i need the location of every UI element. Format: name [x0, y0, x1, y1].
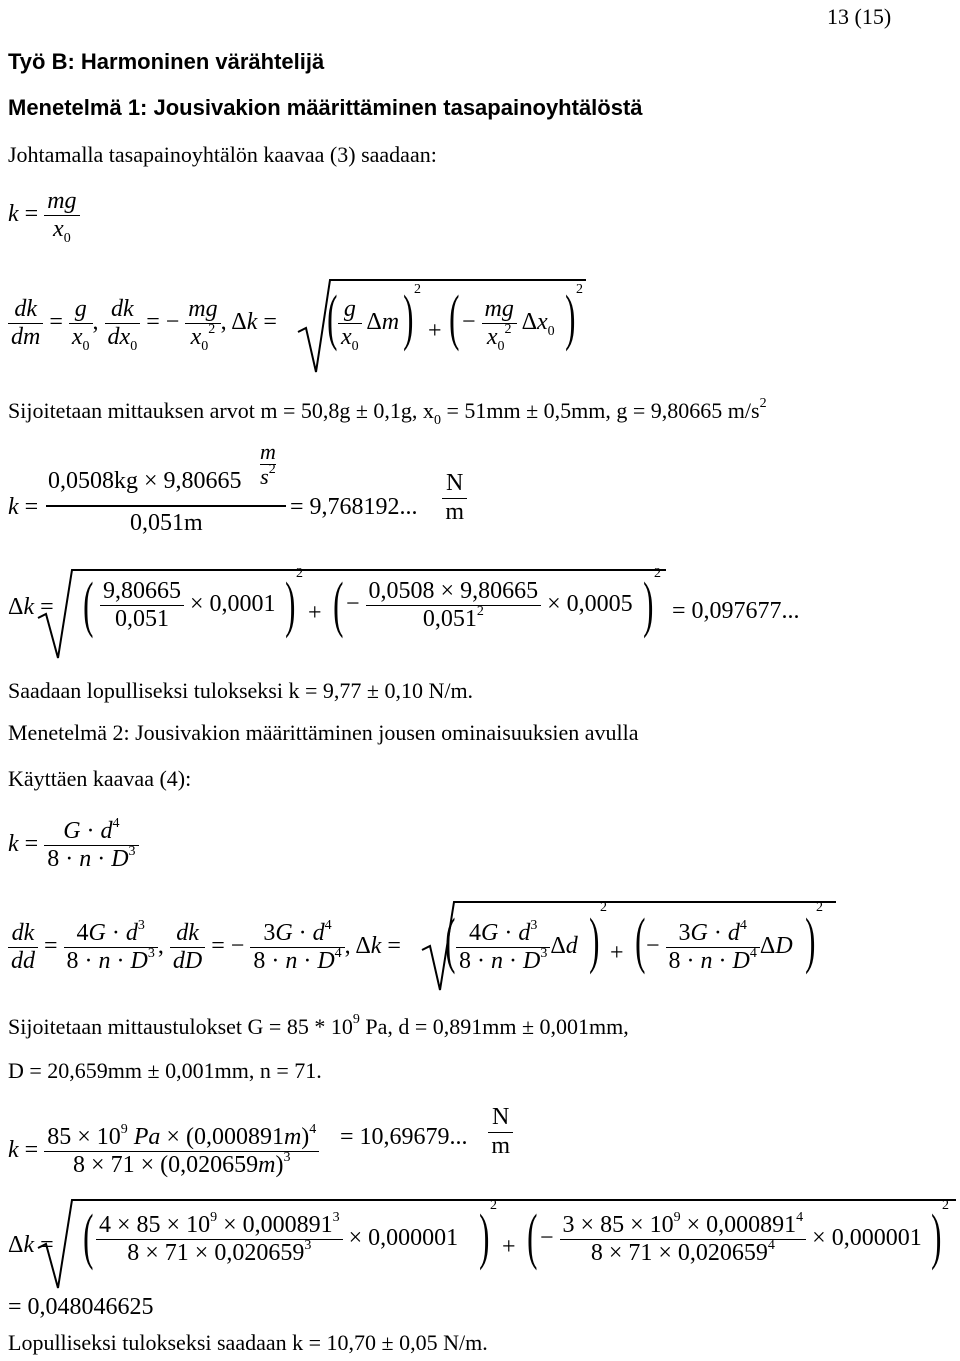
unit-n-per-m: N m — [442, 470, 467, 526]
dk2-symbol: Δk = — [8, 1232, 54, 1258]
formula-derivatives-m1: $\frac{dk}{dm}$ = $\frac{g}{x_0}$ , $\frac{dk}{dx_0}$ = − $\frac{mg}{x_0^2}$ , Δk = — [8, 296, 277, 351]
formula-dk-m1-terms: $\frac{g}{x_0}$ Δm — [338, 296, 399, 351]
page-number: 13 (15) — [827, 4, 892, 29]
k1-numerator: 0,0508kg × 9,80665 — [48, 468, 242, 494]
paren: ) — [805, 907, 816, 975]
paren: ( — [333, 571, 344, 639]
paren: ) — [589, 907, 600, 975]
method2-intro: Käyttäen kaavaa (4): — [8, 766, 192, 791]
unit-m-per-s2: m $s^2$ — [260, 439, 276, 490]
paren: ) — [285, 571, 296, 639]
formula-derivatives-m2: $\frac{dk}{dd}$ = $\frac{4G \cdot d^3}{8 \cdot n \cdot D^3}$ , $\frac{dk}{dD}$ = − $\frac{3G \cdot d^4}{8 \cdot n \cdot D^4}$ , Δk = — [8, 920, 401, 975]
method2-values-line2: D = 20,659mm ± 0,001mm, n = 71. — [8, 1058, 322, 1083]
paren: ( — [83, 1203, 94, 1271]
formula-dk-m1-terms2: − $\frac{mg}{x_0^2}$ $\Delta x_0$ — [462, 296, 555, 354]
dk2-term1: $\frac{4 \times 85 \times 10^9 \times 0,000891^3}{8 \times 71 \times 0,020659^3}$ × 0,000001 — [96, 1212, 458, 1267]
plus-sign: + — [308, 600, 322, 626]
dk1-result: = 0,097677... — [672, 598, 800, 624]
method1-intro: Johtamalla tasapainoyhtälön kaavaa (3) saadaan: — [8, 142, 437, 167]
exponent: 2 — [296, 566, 303, 581]
method2-values-line1: Sijoitetaan mittaustulokset $G = 85 * 10^9$ Pa, d = 0,891mm ± 0,001mm, — [8, 1012, 629, 1039]
paren: ( — [327, 284, 338, 352]
paren: ) — [643, 571, 654, 639]
k2-formula: k = $\frac{85 \times 10^9 Pa \times (0,000891m)^4}{8 \times 71 \times (0,020659m)^3}$ — [8, 1124, 319, 1179]
exponent: 2 — [490, 1198, 497, 1213]
paren: ) — [479, 1203, 490, 1271]
paren: ) — [403, 284, 414, 352]
plus-sign: + — [428, 318, 442, 344]
k1-result: = 9,768192... — [290, 494, 418, 520]
paren: ( — [635, 907, 646, 975]
dk1-symbol: Δk = — [8, 594, 54, 620]
formula-k-spring: k = $\frac{G \cdot d^4}{8 \cdot n \cdot D^3}$ — [8, 818, 139, 873]
formula-dk-m2-term2: − $\frac{3G \cdot d^4}{8 \cdot n \cdot D^4}$ ΔD — [646, 918, 793, 974]
page-title: Työ B: Harmoninen värähtelijä — [8, 49, 325, 74]
method1-values: Sijoitetaan mittauksen arvot m = 50,8g ± 0,1g, $x_0 = 51mm \pm 0,5mm$, g = 9,80665 $m/s^2$ — [8, 396, 767, 428]
dk1-term1: $\frac{9,80665}{0,051}$ × 0,0001 — [100, 578, 276, 633]
formula-dk-m2-term1: $\frac{4G \cdot d^3}{8 \cdot n \cdot D^3}$ Δd — [456, 920, 578, 975]
dk1-term2: − $\frac{0,0508 \times 9,80665}{0,051^2}$ × 0,0005 — [346, 578, 633, 632]
exponent: 2 — [600, 900, 607, 915]
k1-denominator: 0,051m — [130, 510, 203, 536]
paren: ) — [931, 1203, 942, 1271]
exponent: 2 — [414, 282, 421, 297]
paren: ( — [445, 907, 456, 975]
method1-heading: Menetelmä 1: Jousivakion määrittäminen tasapainoyhtälöstä — [8, 95, 643, 120]
k2-result: = 10,69679... — [340, 1124, 468, 1150]
method2-heading: Menetelmä 2: Jousivakion määrittäminen jousen ominaisuuksien avulla — [8, 720, 639, 745]
paren: ( — [449, 284, 460, 352]
paren: ) — [565, 284, 576, 352]
exponent: 2 — [816, 900, 823, 915]
unit-n-per-m: N m — [488, 1104, 513, 1160]
exponent: 2 — [576, 282, 583, 297]
dk2-result: = 0,048046625 — [8, 1294, 154, 1320]
exponent: 2 — [654, 566, 661, 581]
exponent: 2 — [942, 1198, 949, 1213]
fraction-bar — [46, 505, 286, 507]
plus-sign: + — [610, 940, 624, 966]
method1-result: Saadaan lopulliseksi tulokseksi k = 9,77 ± 0,10 N/m. — [8, 678, 474, 703]
paren: ( — [527, 1203, 538, 1271]
formula-k-equilibrium: k = $\frac{mg}{x_0}$ — [8, 188, 80, 243]
plus-sign: + — [502, 1234, 516, 1260]
method2-result: Lopulliseksi tulokseksi saadaan k = 10,70 ± 0,05 N/m. — [8, 1330, 488, 1355]
k-symbol: k = — [8, 494, 39, 520]
paren: ( — [83, 571, 94, 639]
dk2-term2: − $\frac{3 \times 85 \times 10^9 \times 0,000891^4}{8 \times 71 \times 0,020659^4}$ × 0,000001 — [540, 1210, 922, 1266]
